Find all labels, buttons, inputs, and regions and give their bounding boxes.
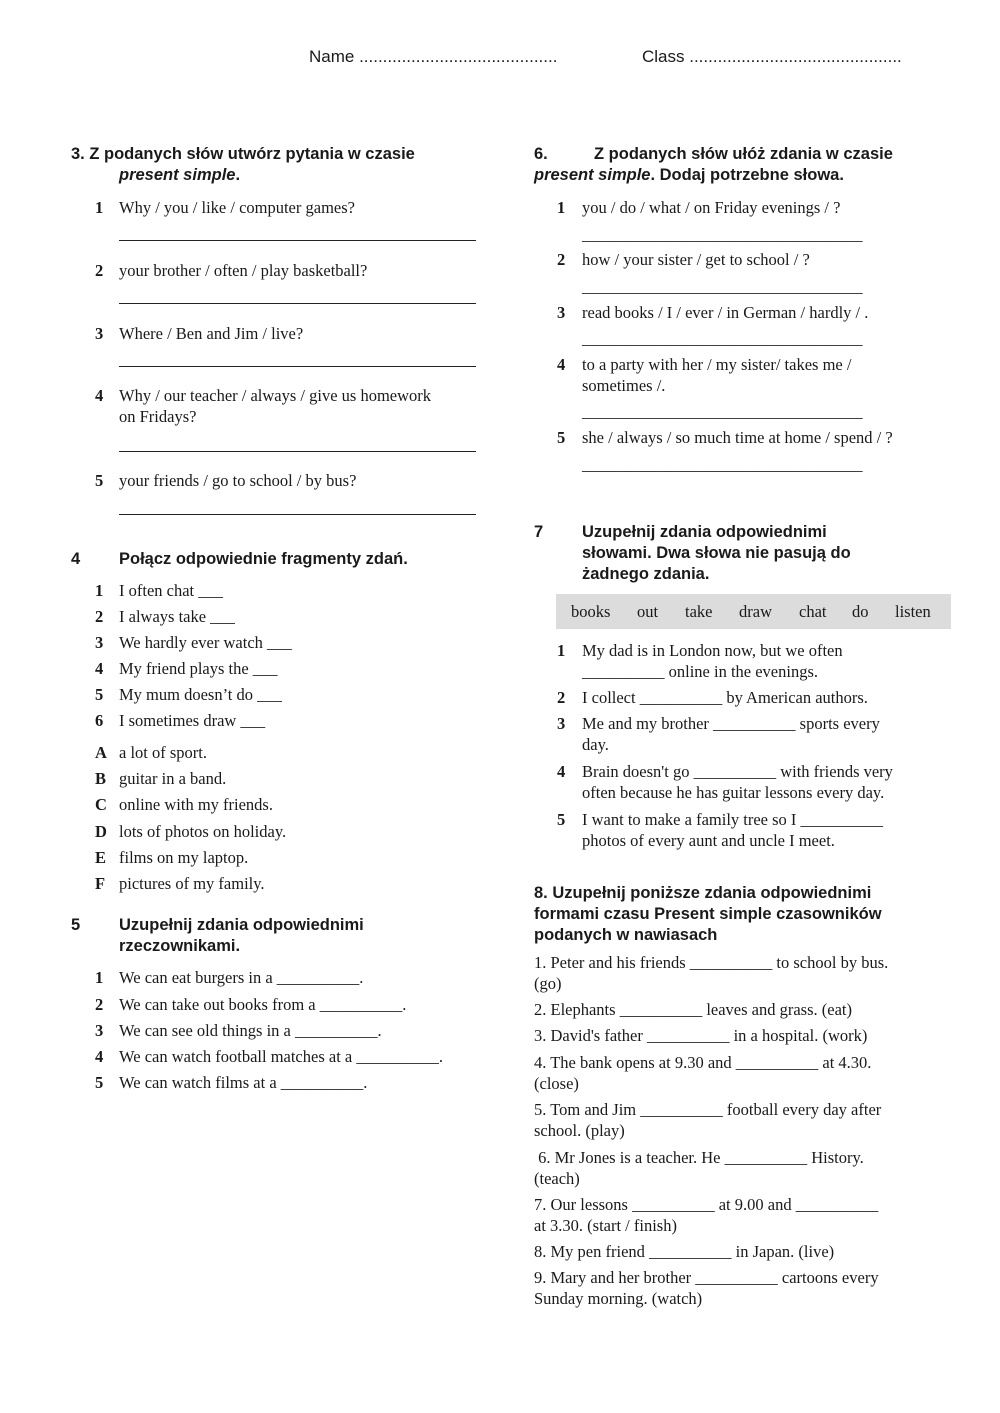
item-number: 1 <box>95 968 104 987</box>
item-text: online with my friends. <box>119 795 273 814</box>
item-letter: A <box>95 743 107 762</box>
section-8-title: 8. Uzupełnij poniższe zdania odpowiednimi <box>534 884 872 902</box>
list-item <box>557 302 977 323</box>
list-item <box>557 249 977 270</box>
item-number: 3 <box>557 714 566 733</box>
answer-line[interactable] <box>119 451 476 452</box>
list-item <box>557 427 977 448</box>
section-7-title: Uzupełnij zdania odpowiednimi <box>582 523 827 541</box>
item-text-line2: school. (play) <box>534 1121 625 1140</box>
item-letter: B <box>95 769 107 788</box>
sentence-start <box>95 580 495 601</box>
item-number: 2 <box>95 995 104 1014</box>
section-6-title: Z podanych słów ułóż zdania w czasie <box>594 145 893 163</box>
word-option: listen <box>895 602 931 621</box>
item-text-line2: Sunday morning. (watch) <box>534 1289 703 1308</box>
item-text: how / your sister / get to school / ? <box>582 250 810 269</box>
item-text: she / always / so much time at home / spend / ? <box>582 428 893 447</box>
item-letter: D <box>95 822 107 841</box>
section-7-title-line3: żadnego zdania. <box>582 565 710 583</box>
sentence-ending <box>95 742 495 763</box>
item-text: 5. Tom and Jim __________ football every day after <box>534 1100 882 1119</box>
item-number: 2 <box>557 688 566 707</box>
item-number: 5 <box>95 685 104 704</box>
item-text-line2: day. <box>582 735 609 754</box>
item-text: 6. Mr Jones is a teacher. He __________ History. <box>534 1148 864 1167</box>
item-number: 1 <box>557 641 566 660</box>
sentence-start <box>95 684 495 705</box>
item-number: 3 <box>95 633 104 652</box>
item-text: We hardly ever watch ___ <box>119 633 292 652</box>
list-item <box>95 197 495 218</box>
item-number: 3 <box>95 1021 104 1040</box>
list-item <box>557 713 977 754</box>
sentence-ending <box>95 873 495 894</box>
item-number: 4 <box>95 386 104 405</box>
word-option: draw <box>739 602 772 621</box>
item-number: 2 <box>557 250 566 269</box>
word-option: out <box>637 602 659 621</box>
item-text: We can see old things in a __________. <box>119 1021 382 1040</box>
item-text: read books / I / ever / in German / hardly / . <box>582 303 869 322</box>
item-text: My mum doesn’t do ___ <box>119 685 282 704</box>
list-item <box>95 385 495 426</box>
item-text-line2: (close) <box>534 1074 579 1093</box>
word-option: do <box>852 602 869 621</box>
item-text: 4. The bank opens at 9.30 and __________ at 4.30. <box>534 1053 872 1072</box>
sentence-ending <box>95 821 495 842</box>
item-text: Where / Ben and Jim / live? <box>119 324 304 343</box>
item-number: 4 <box>557 762 566 781</box>
list-item <box>557 354 977 395</box>
section-5-number: 5 <box>71 916 81 934</box>
item-text-line2: (teach) <box>534 1169 580 1188</box>
section-4-number: 4 <box>71 550 81 568</box>
answer-line[interactable]: __________________________________ <box>582 329 863 348</box>
list-item <box>95 323 495 344</box>
item-number: 2 <box>95 607 104 626</box>
item-number: 6 <box>95 711 104 730</box>
sentence-ending <box>95 794 495 815</box>
item-text: your brother / often / play basketball? <box>119 261 368 280</box>
word-option: take <box>685 602 713 621</box>
section-8-title-line3: podanych w nawiasach <box>534 926 718 944</box>
section-8-title-line2: formami czasu Present simple czasowników <box>534 905 882 923</box>
list-item <box>95 994 515 1015</box>
item-number: 4 <box>95 659 104 678</box>
item-number: 2 <box>95 261 104 280</box>
item-text: guitar in a band. <box>119 769 227 788</box>
item-letter: C <box>95 795 107 814</box>
item-number: 1 <box>95 581 104 600</box>
item-text-line2: sometimes /. <box>582 376 666 395</box>
item-number: 5 <box>557 428 566 447</box>
item-text-line2: on Fridays? <box>119 407 197 426</box>
item-text: 9. Mary and her brother __________ cartoons every <box>534 1268 879 1287</box>
item-text: you / do / what / on Friday evenings / ? <box>582 198 841 217</box>
item-number: 4 <box>95 1047 104 1066</box>
list-item <box>557 640 977 681</box>
item-text: 1. Peter and his friends __________ to school by bus. <box>534 953 889 972</box>
list-item <box>95 1072 515 1093</box>
item-text-line2: at 3.30. (start / finish) <box>534 1216 677 1235</box>
section-6-title-line2 <box>534 165 844 186</box>
item-text-line2: often because he has guitar lessons every day. <box>582 783 885 802</box>
section-3-title-end: . <box>235 166 241 184</box>
word-option: books <box>571 602 611 621</box>
sentence-ending <box>95 847 495 868</box>
item-text: pictures of my family. <box>119 874 265 893</box>
item-letter: E <box>95 848 107 867</box>
answer-line[interactable] <box>119 514 476 515</box>
item-number: 5 <box>95 471 104 490</box>
item-text: I collect __________ by American authors. <box>582 688 868 707</box>
word-option: chat <box>799 602 827 621</box>
section-7-title-line2: słowami. Dwa słowa nie pasują do <box>582 544 851 562</box>
item-text: My friend plays the ___ <box>119 659 278 678</box>
section-6-title-italic: present simple <box>534 166 651 184</box>
section-5-title: Uzupełnij zdania odpowiednimi <box>119 916 364 934</box>
item-number: 1 <box>95 198 104 217</box>
item-number: 3 <box>95 324 104 343</box>
item-text: We can watch football matches at a __________. <box>119 1047 443 1066</box>
section-3-title-italic: present simple <box>119 166 236 184</box>
list-item <box>557 761 977 802</box>
list-item <box>557 687 977 708</box>
class-field-label: Class ............................................. <box>642 47 902 66</box>
section-3-title <box>71 144 415 165</box>
item-text: your friends / go to school / by bus? <box>119 471 357 490</box>
answer-line[interactable]: __________________________________ <box>582 277 863 296</box>
item-text: My dad is in London now, but we often <box>582 641 843 660</box>
item-text: lots of photos on holiday. <box>119 822 287 841</box>
item-number: 3 <box>557 303 566 322</box>
item-number: 4 <box>557 355 566 374</box>
item-text: 2. Elephants __________ leaves and grass. (eat) <box>534 1000 852 1019</box>
answer-line[interactable] <box>119 303 476 304</box>
answer-line[interactable]: __________________________________ <box>582 225 863 244</box>
item-text: 3. David's father __________ in a hospital. (work) <box>534 1026 868 1045</box>
list-item <box>557 197 977 218</box>
sentence-start <box>95 658 495 679</box>
item-text: 8. My pen friend __________ in Japan. (live) <box>534 1242 835 1261</box>
list-item <box>95 1046 515 1067</box>
sentence-ending <box>95 768 495 789</box>
item-text: Why / our teacher / always / give us homework <box>119 386 432 405</box>
item-text: Brain doesn't go __________ with friends very <box>582 762 893 781</box>
item-text-line2: __________ online in the evenings. <box>582 662 819 681</box>
item-text-line2: photos of every aunt and uncle I meet. <box>582 831 835 850</box>
item-text: We can watch films at a __________. <box>119 1073 368 1092</box>
item-text: 7. Our lessons __________ at 9.00 and __________ <box>534 1195 879 1214</box>
answer-line[interactable] <box>119 366 476 367</box>
name-field-label: Name .......................................... <box>309 47 558 66</box>
item-number: 5 <box>95 1073 104 1092</box>
answer-line[interactable]: __________________________________ <box>582 455 863 474</box>
item-text: to a party with her / my sister/ takes me / <box>582 355 852 374</box>
list-item <box>95 470 495 491</box>
section-3-number: 3. <box>71 145 85 163</box>
item-text: We can eat burgers in a __________. <box>119 968 364 987</box>
sentence-start <box>95 632 495 653</box>
list-item <box>95 967 515 988</box>
section-7-number: 7 <box>534 523 544 541</box>
item-text: We can take out books from a __________. <box>119 995 407 1014</box>
item-text: films on my laptop. <box>119 848 249 867</box>
answer-line[interactable]: __________________________________ <box>582 402 863 421</box>
list-item <box>95 1020 515 1041</box>
item-text: Why / you / like / computer games? <box>119 198 355 217</box>
section-5-title-line2: rzeczownikami. <box>119 937 241 955</box>
section-3-title-line2 <box>119 165 240 186</box>
word-box <box>556 594 951 629</box>
sentence-start <box>95 606 495 627</box>
item-number: 1 <box>557 198 566 217</box>
list-item <box>95 260 495 281</box>
section-6-number: 6. <box>534 145 548 163</box>
item-text: I often chat ___ <box>119 581 224 600</box>
section-6-title-end: . Dodaj potrzebne słowa. <box>650 166 844 184</box>
section-4-title: Połącz odpowiednie fragmenty zdań. <box>119 550 408 568</box>
item-number: 5 <box>557 810 566 829</box>
item-text: I always take ___ <box>119 607 235 626</box>
answer-line[interactable] <box>119 240 476 241</box>
item-letter: F <box>95 874 106 893</box>
item-text: I sometimes draw ___ <box>119 711 266 730</box>
item-text: I want to make a family tree so I __________ <box>582 810 884 829</box>
sentence-start <box>95 710 495 731</box>
list-item <box>534 952 974 994</box>
section-3-title-text: Z podanych słów utwórz pytania w czasie <box>89 145 415 163</box>
list-item <box>557 809 977 850</box>
item-text-line2: (go) <box>534 974 562 993</box>
item-text: a lot of sport. <box>119 743 207 762</box>
item-text: Me and my brother __________ sports every <box>582 714 880 733</box>
